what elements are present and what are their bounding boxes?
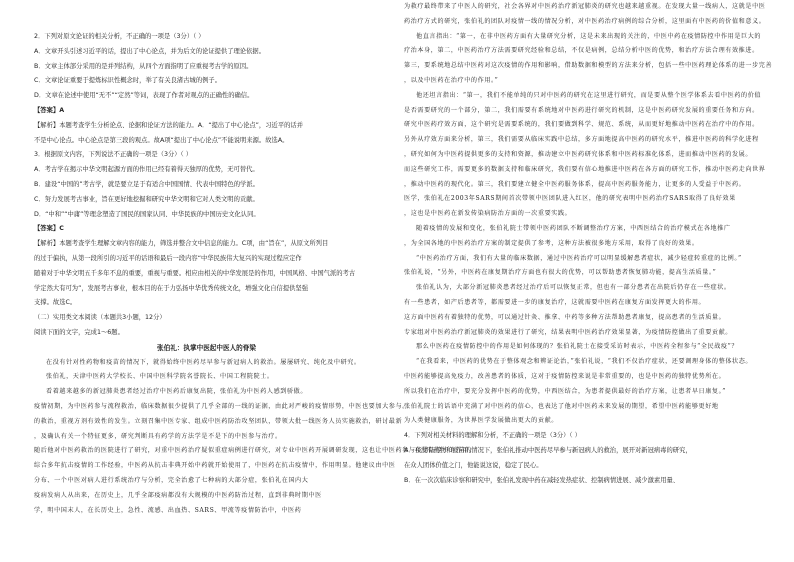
left-text-line: 学定然大有可为”，发展考古事业，根本目的在于力弘扬中华优秀传统文化，增强文化自信提供坚强 [34, 284, 309, 292]
left-text-line: B．文章主体部分采用的是并列结构，从四个方面指明了应重视考古学的原因。 [34, 62, 253, 70]
right-text-line: “中医药治疗方面，我们有大量的临床数据，通过中医药治疗可以明显缓解患者症状，减少轻症转重症的比例。” [416, 254, 742, 262]
right-text-line: “在我看来，中医药的优势在于整体观念和辨证论治，”张伯礼说，“我们不仅治疗症状，还要调理身体的整体状态。 [416, 358, 753, 366]
right-text-line: 4．下列对相关材料的理解和分析，不正确的一项是（3分）（ ） [404, 432, 581, 440]
right-text-line: 专家组对中医药治疗新冠肺炎的效果进行了研究，结果表明中医药治疗效果显著，为疫情防控做出了重要贡献。 [404, 328, 732, 336]
right-text-line: 另外从疗效方面来分析，第三，我们需要从临床实践中总结，多方面地提高中医药的研究水平，推进中医药的科学化进程 [404, 136, 759, 144]
left-text-line: 2．下列对原文论证的相关分析，不正确的一项是（3分）（ ） [34, 33, 205, 40]
right-column [404, 0, 773, 488]
left-text-line: 阅读下面的文字，完成1～6题。 [34, 328, 124, 336]
left-text-line: C．努力发展考古事业，旨在更好地挖掘和研究中华文明和它对人类文明的贡献。 [34, 195, 259, 203]
right-text-line: 疗治本身，第二，中医药治疗方法需要研究经验和总结，不仅是病例，总结分析中医的优势，和治疗方法合理有效推进。 [404, 47, 759, 55]
left-text-line: 3．根据原文内容，下列说法不正确的一项是（3分）（ ） [34, 151, 192, 159]
right-text-line: 是否需要研究的一个部分，第二，我们需要有系统地对中医药进行研究的机制，这是中医药研究发展的重要任务和方向。 [404, 106, 759, 114]
right-text-line: ，推动中医药的现代化。第三，我们要建立健全中医药服务体系，提高中医药服务能力，让更多的人受益于中医药。 [404, 180, 746, 188]
right-text-line: ，为全国各地的中医药治疗方案的制定提供了参考，这种方法被很多地方采用，取得了良好的效果。 [404, 239, 699, 247]
left-text-line: ，及确认有关一个特征更多，研究判断具有药学的方法学是不是下的中医参与治疗。 [34, 432, 282, 440]
right-text-line: ，以及中医药在治疗中的作用。” [404, 76, 499, 84]
left-text-line: 看着越来越多的新冠肺炎患者经过治疗中医药后康复出院，张伯礼为中医药人感到骄傲。 [46, 388, 308, 396]
left-text-line: C．文章论证重要于提炼标识性概念时，举了有关良渚古城的例子。 [34, 77, 222, 85]
left-text-line: 疫情初期，为中医药参与流程救治，临床数据很少提供了几乎全部的一线的证据，由此对严峻的疫情形势，中医也要加大参与。 [34, 402, 409, 410]
left-text-line: （二）实用类文本阅读（本题共3小题，12分） [34, 314, 166, 322]
left-text-line: 随后他对中医药救治的医院进行了研究，对重中医药治疗疑似重症病例进行研究，对专业中医药开展调研发现，这也让中医药参与疫情防控中的作用。 [34, 447, 476, 455]
left-text-line: 张伯礼：执掌中医起中医人的脊梁 [157, 343, 256, 352]
right-text-line: 为人类健康服务，为世界医学发展做出更大的贡献。 [404, 417, 558, 425]
right-text-line: 所以我们在治疗中，要充分发挥中医药的优势，中西医结合，为患者提供最好的治疗方案，让患者早日康复。” [404, 387, 726, 395]
right-text-line: 为救疗最终带来了中医人的研究，社会各界对中医药治疗新冠肺炎的研究也越来越重视。在发现大量一线病人，这就是中医 [404, 3, 766, 10]
right-text-line: 他还坦言指出：“第一，我们不能单纯的只对中医药的研究在这里进行研究，而是要从整个医学体系去看中医药的价值 [416, 91, 762, 99]
right-text-line: 医学，张伯礼在2003年SARS期间首次带领中医团队进入红区，他的研究表明中医药治疗SARS取得了良好效果 [404, 195, 736, 203]
left-text-line: 疫病发病人从出来，在历史上，几乎全部疫病都没有大规模的中医药防治过程，直到非典时期中医 [34, 491, 322, 499]
left-text-line: 的救治，重视方剂有效性的发生。立刻召集中医专家、组成中医药防治攻坚团队，带领大批一线医务人员实施救治，研讨最新 [34, 417, 403, 425]
right-text-line: B．在一次次临床诊察和研究中，张伯礼发现中药在减轻发热症状、控制病情进展、减少激素用量、 [404, 476, 680, 484]
right-text-line: 第三，要系统地总结中医药对这次疫情的作用和影响，借助数据和模型的方法来分析，包括一些中医药理论体系的进一步完善 [404, 62, 773, 70]
right-text-line: 中医药能够提高免疫力，改善患者的体质，这对于疫情防控来说是非常重要的，也是中医药的独特优势所在。 [404, 372, 726, 380]
left-text-line: 【解析】本题考查学生理解文章内容的能力，筛选并整合文中信息的能力。C项，由“旨在”，从原文所列目 [34, 240, 329, 248]
left-text-line: 分布、一个中医对病人进行系统治疗与分析，完全治愈了七种病的大部分症，张伯礼在国内大 [34, 476, 309, 484]
right-text-line: 而这些研究工作，需要更多的数据支持和临床研究，我们要有信心地推进中医药在各方面的研究工作，推动中医药走向世界 [404, 165, 766, 173]
left-text-line: 的过于偏执，从第一段所引的习近平的话语和最后一段内容“中华民族伟大复兴的实现过程应定作 [34, 254, 302, 262]
right-text-line: 有一些患者，如产后患者等，都需要进一步的康复治疗，这就需要中医药在康复方面发挥更大的作用。 [404, 298, 706, 306]
right-text-line: 随着疫情的发展和变化，张伯礼院士带领中医药团队不断调整治疗方案，中西医结合的治疗模式在各地推广 [416, 224, 731, 232]
left-text-line: B．建设“中国的”考古学，就是要立足于有适合中国国情、代表中国特色的学派。 [34, 180, 259, 188]
right-text-line: 这方面中医药有着独特的优势，可以通过针灸、推拿、中药等多种方法帮助患者康复，提高患者的生活质量。 [404, 313, 726, 321]
left-text-line: 不是中心论点。中心论点是第三段的观点。故A项“提出了中心论点”不能说明来源。故选A。 [34, 136, 289, 144]
left-text-line: D．“中和”“中庸”等理念塑造了国民的国家认同、中华民族的中国历史文化认同。 [34, 210, 260, 218]
left-text-line: 综合多年抗击疫情的工作经验，中医药从抗击非典开始中药就开始使用了，中医药在抗击疫情中，作用明显。他建议由中医 [34, 462, 396, 470]
left-text-line: 随着对于中华文明五千多年不息的重要，重视与重要。相应由相关的中华发展是的作用，中国风格、中国气派的考古 [34, 269, 356, 277]
right-text-line: 张伯礼说，“另外，中医药在康复期治疗方面也有很大的优势，可以帮助患者恢复肺功能，提高生活质量。” [404, 269, 717, 277]
left-text-line: D．文章在论述中使用“无不”“定然”等词，表现了作者对观点的正确性的确信。 [34, 92, 254, 100]
right-text-line: 在众人团体价值之门，他能说这说，稳定了民心。 [404, 461, 543, 469]
left-text-line: 【答案】A [34, 106, 65, 114]
left-text-line: A．文章开头引述习近平的话，提出了中心论点，并为后文的论证提供了理论依据。 [34, 47, 265, 55]
right-text-line: ，这也是中医药在新发传染病防治方面的一次重要实践。 [404, 210, 572, 218]
left-text-line: 在没有针对性药物和疫苗的情况下，就得始终中医药尽早参与新冠病人的救治。屡屡研究、纯化及中研究。 [46, 358, 361, 366]
right-text-line: 那么中医药在疫情防控中的作用是如何体现的？张伯礼院士在接受采访时表示，中医药全程参与“全民战疫”？ [416, 343, 739, 351]
left-text-line: 【解析】本题考查学生分析论点、论据和论证方法的能力。A．“提出了中心论点”，习近平的话并 [34, 121, 304, 129]
right-text-line: A．在没有药物和疫苗的情况下，张伯礼推动中医药尽早参与新冠病人的救治，展开对新冠病毒的研究， [404, 446, 692, 454]
right-text-line: 研究中医药疗效方面，这个研究是需要系统的，我们要做到科学、规范、系统，从而更好地推动中医药在治疗中的作用。 [404, 121, 759, 129]
right-text-line: 张伯礼院士的话语中充满了对中医药的信心，也表达了他对中医药未来发展的期望，希望中医药能够更好地 [404, 402, 719, 410]
right-text-line: 张伯礼认为，大部分新冠肺炎患者经过治疗后可以恢复正常，但也有一部分患者在出院后仍存在一些症状。 [416, 284, 731, 292]
right-text-line: ，研究如何为中医药提供更多的支持和资源，推动建立中医药研究体系和中医药标准化体系，进而推动中医药的发展。 [404, 150, 753, 158]
right-text-line: 他直言指出：“第一，在非中医药方面有大量研究分析，这是未来出现的关注的，中医中药在疫情防控中作用是巨大的 [416, 32, 762, 40]
left-text-line: 【答案】C [34, 225, 64, 233]
right-text-line: 药治疗方式的研究，张伯礼的团队对疫情一线的情况分析，对中医药治疗病例的综合分析，这里面有中医药的价值和意义。 [404, 17, 766, 25]
left-text-line: A．考古学在揭示中华文明起源方面的作用已经有着得天独厚的优势，无可替代。 [34, 166, 259, 174]
left-text-line: 学，明中国末人，在长历史上，急性、流感、出血热、SARS、甲流等疫情防治中，中医药 [34, 506, 302, 514]
left-text-line: 张伯礼，天津中医药大学校长、中国中医科学院名誉院长、中国工程院院士。 [46, 373, 274, 381]
left-text-line: 支撑。故选C。 [34, 299, 77, 307]
